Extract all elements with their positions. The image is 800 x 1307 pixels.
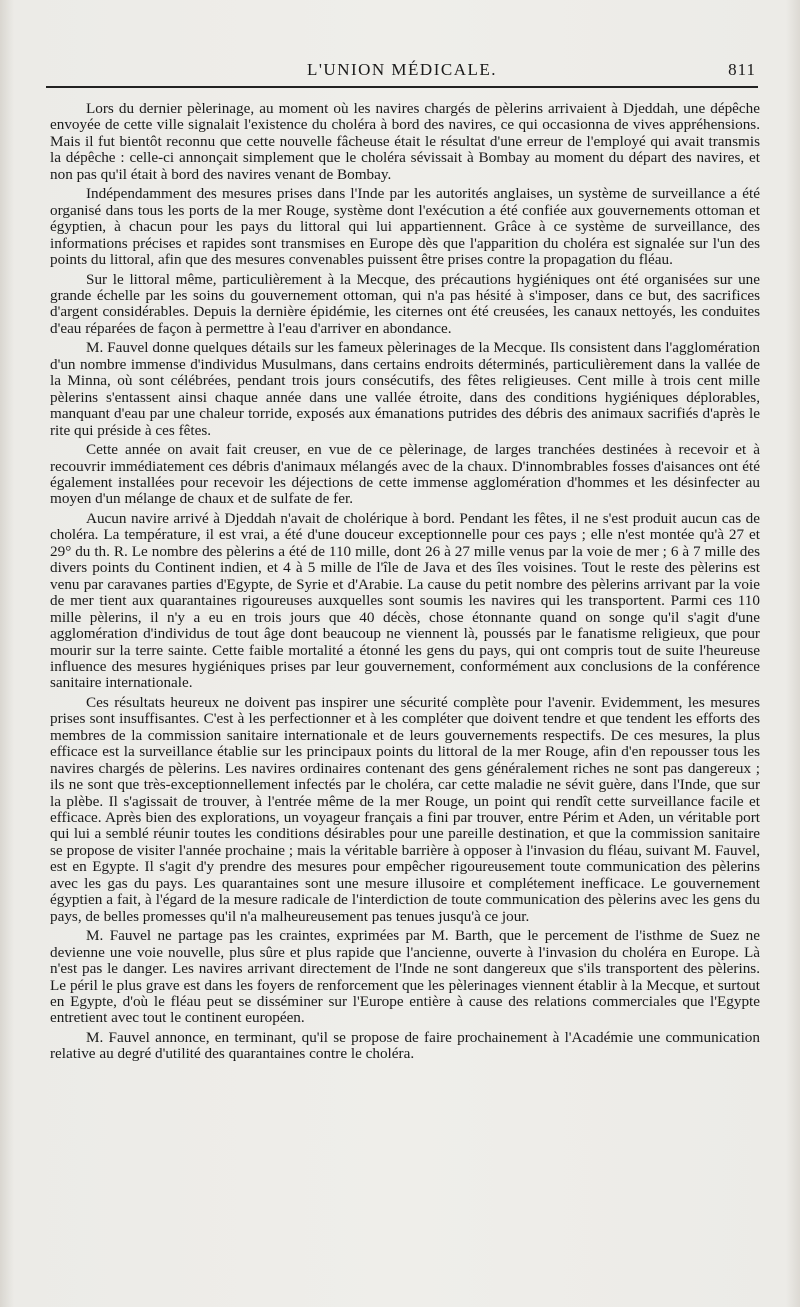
paragraph: Indépendamment des mesures prises dans l'Inde par les autorités anglaises, un système de surveillance a été organisé dans tous les ports de la mer Rouge, système dont l'exécution a été confiée aux gouvernements ottoman et égyptien, à chacun pour les pays du littoral qui lui appartiennent. Grâce à ce système de surveillance, des informations précises et rapides sont transmises en Europe dès que l'apparition du choléra est signalée sur l'un des points du littoral, afin que des mesures convenables puissent être prises contre la propagation du fléau. [50, 185, 760, 269]
running-title: L'UNION MÉDICALE. [306, 60, 498, 79]
paragraph: M. Fauvel annonce, en terminant, qu'il se propose de faire prochainement à l'Académie une communication relative au degré d'utilité des quarantaines contre le choléra. [50, 1028, 760, 1063]
paragraph: M. Fauvel ne partage pas les craintes, exprimées par M. Barth, que le percement de l'isthme de Suez ne devienne une voie nouvelle, plus sûre et plus rapide que l'ancienne, ouverte à l'invasion du choléra en Europe. Là n'est pas le danger. Les navires arrivant directement de l'Inde ne sont dangereux que s'ils transportent des pèlerins. Le péril le plus grave est dans les foyers de renforcement que les pèlerinages viennent établir à la Mecque, et surtout en Egypte, d'où le fléau peut se disséminer sur l'Europe entière à cause des relations commerciales que l'Egypte entretient avec tout le continent européen. [50, 927, 760, 1027]
paragraph: M. Fauvel donne quelques détails sur les fameux pèlerinages de la Mecque. Ils consistent dans l'agglomération d'un nombre immense d'individus Musulmans, dans certains endroits déterminés, particulièrement dans la vallée de la Minna, où sont célébrées, pendant trois jours consécutifs, des fêtes religieuses. Cent mille à trois cent mille pèlerins s'entassent ainsi chaque année dans une vallée étroite, dans des conditions hygiéniques déplorables, manquant d'eau par une chaleur torride, exposés aux émanations putrides des débris des animaux sacrifiés d'après le rite qui préside à ces fêtes. [50, 339, 760, 439]
paragraph: Aucun navire arrivé à Djeddah n'avait de cholérique à bord. Pendant les fêtes, il ne s'est produit aucun cas de choléra. La température, il est vrai, a été d'une douceur exceptionnelle pour ces pays ; elle n'est montée qu'à 27 et 29° du th. R. Le nombre des pèlerins a été de 110 mille, dont 26 à 27 mille venus par la voie de mer ; 6 à 7 mille des divers points du Continent indien, et 4 à 5 mille de l'île de Java et des îles voisines. Tout le reste des pèlerins est venu par caravanes parties d'Egypte, de Syrie et d'Arabie. La cause du petit nombre des pèlerins arrivant par la voie de mer tient aux quarantaines rigoureuses auxquelles sont soumis les navires qui les transportent. Parmi ces 110 mille pèlerins, il n'y a eu en trois jours que 40 décès, chose étonnante quand on songe qu'il s'agit d'une agglomération d'individus de tout âge dont beaucoup ne viennent là, poussés par le fanatisme religieux, que pour mourir sur la terre sainte. Cette faible mortalité a étonné les gens du pays, qui ont compris tout de suite l'heureuse influence des mesures hygiéniques prises par leur gouvernement, conformément aux conclusions de la conférence sanitaire internationale. [50, 509, 760, 692]
paragraph: Cette année on avait fait creuser, en vue de ce pèlerinage, de larges tranchées destinées à recevoir et à recouvrir immédiatement ces débris d'animaux mélangés avec de la chaux. D'innombrables fosses d'aisances ont été également installées pour recevoir les déjections de cette immense agglomération d'hommes et les désinfecter au moyen d'un mélange de chaux et de sulfate de fer. [50, 441, 760, 508]
article-body [50, 101, 760, 1063]
paragraph: Sur le littoral même, particulièrement à la Mecque, des précautions hygiéniques ont été organisées sur une grande échelle par les soins du gouvernement ottoman, qui n'a pas hésité à s'imposer, dans ce but, des sacrifices d'argent considérables. Depuis la dernière épidémie, les citernes ont été creusées, les canaux nettoyés, les conduites d'eau réparées de façon à permettre à l'eau d'arriver en abondance. [50, 270, 760, 337]
paragraph: Ces résultats heureux ne doivent pas inspirer une sécurité complète pour l'avenir. Evidemment, les mesures prises sont insuffisantes. C'est à les perfectionner et à les compléter que doivent tendre et que tendent les efforts des membres de la commission sanitaire internationale et de leurs gouvernements respectifs. De ces mesures, la plus efficace est la surveillance établie sur les principaux points du littoral de la mer Rouge, afin d'en repousser tous les navires chargés de pèlerins. Les navires ordinaires contenant des gens généralement riches ne sont pas dangereux ; ils ne sont que très-exceptionnellement infectés par le choléra, car cette maladie ne sévit guère, dans l'Inde, que sur la plèbe. Il s'agissait de trouver, à l'entrée même de la mer Rouge, un point qui rendît cette surveillance facile et efficace. Après bien des explorations, un voyageur français a fini par trouver, entre Périm et Aden, un véritable port qui lui a semblé réunir toutes les conditions désirables pour une pareille destination, et que la commission sanitaire se propose de visiter l'année prochaine ; mais la véritable barrière à opposer à l'invasion du fléau, suivant M. Fauvel, est en Egypte. Il s'agit d'y prendre des mesures pour empêcher rigoureusement toute communication des pèlerins avec les gas du pays. Les quarantaines sont une mesure illusoire et complétement inefficace. Le gouvernement égyptien a fait, à l'égard de la mesure radicale de l'interdiction de toute communication des pèlerins avec les gens du pays, de belles promesses qu'il n'a malheureusement pas tenues jusqu'à ce jour. [50, 693, 760, 925]
paragraph: Lors du dernier pèlerinage, au moment où les navires chargés de pèlerins arrivaient à Djeddah, une dépêche envoyée de cette ville signalait l'existence du choléra à bord des navires, ce qui occasionna de vives appréhensions. Mais il fut bientôt reconnu que cette nouvelle fâcheuse était le résultat d'une erreur de l'employé qui avait transmis la dépêche : celle-ci annonçait simplement que le choléra sévissait à Bombay au moment du départ des navires, et non pas qu'il était à bord des navires venant de Bombay. [50, 100, 760, 183]
page-header [46, 58, 758, 88]
page-number: 811 [728, 60, 756, 79]
